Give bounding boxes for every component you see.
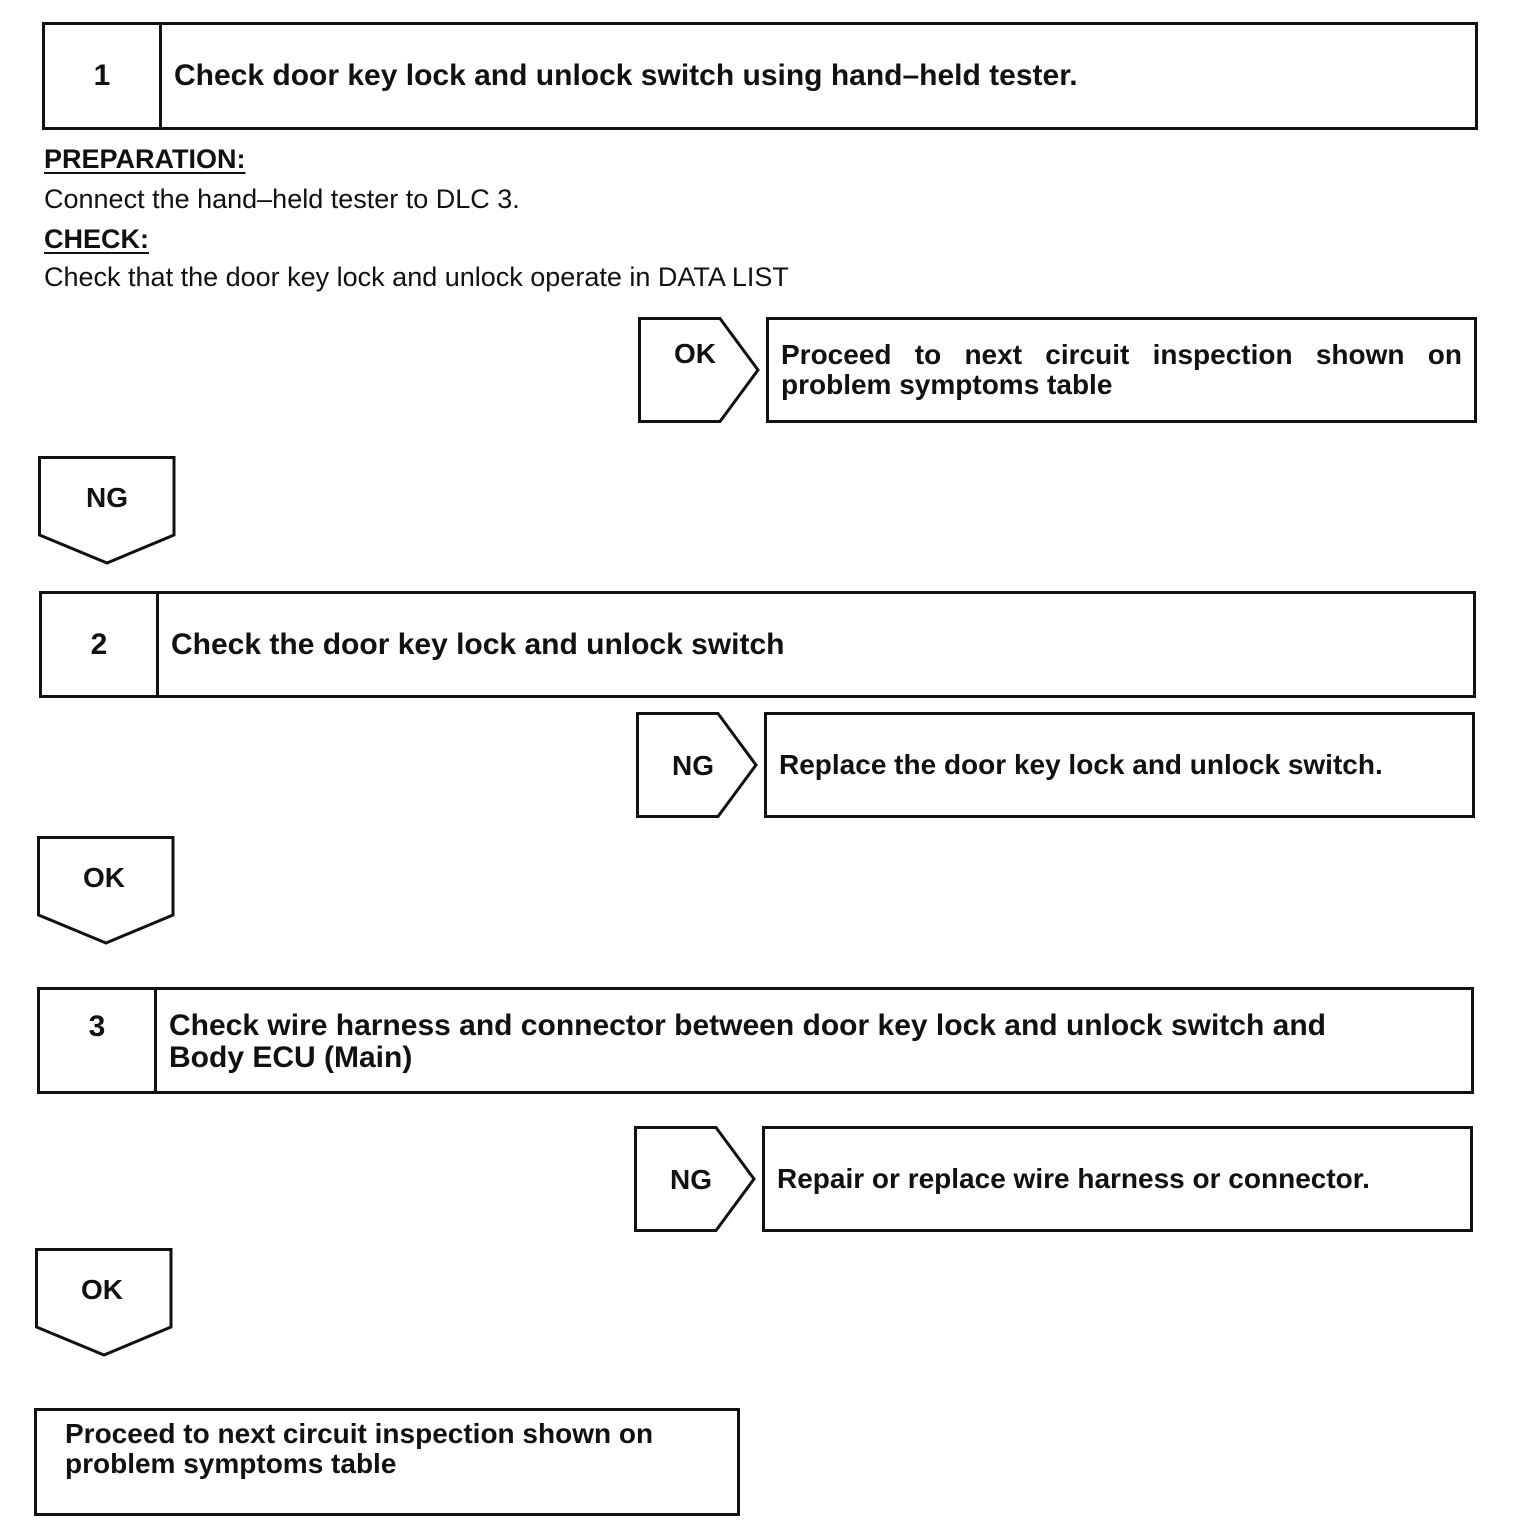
result-text: Replace the door key lock and unlock switch. bbox=[779, 749, 1383, 780]
step-title: Check wire harness and connector between door key lock and unlock switch and Body ECU (Main) bbox=[169, 1009, 1326, 1074]
check-text: Check that the door key lock and unlock operate in DATA LIST bbox=[44, 262, 789, 292]
result-text: Proceed to next circuit inspection shown on problem symptoms table bbox=[781, 339, 1462, 400]
final-result-text: Proceed to next circuit inspection shown on problem symptoms table bbox=[65, 1418, 654, 1479]
step-number: 3 bbox=[40, 990, 157, 1091]
step-number: 1 bbox=[45, 25, 162, 127]
down-arrow-label: NG bbox=[86, 482, 128, 513]
step-title: Check the door key lock and unlock switch bbox=[171, 627, 785, 661]
step-title: Check door key lock and unlock switch using hand–held tester. bbox=[174, 59, 1078, 92]
result-box bbox=[764, 712, 1475, 818]
result-box bbox=[766, 317, 1477, 423]
branch-label: NG bbox=[670, 1164, 712, 1195]
down-arrow-label: OK bbox=[81, 1274, 123, 1305]
branch-label: OK bbox=[674, 338, 716, 369]
final-result-box bbox=[34, 1408, 740, 1516]
result-box bbox=[762, 1126, 1473, 1232]
right-arrow-ok-shape bbox=[638, 317, 762, 423]
check-heading: CHECK: bbox=[44, 224, 149, 254]
preparation-heading: PREPARATION: bbox=[44, 144, 246, 174]
step-1-box bbox=[42, 22, 1478, 130]
step-number: 2 bbox=[42, 594, 159, 695]
result-text: Repair or replace wire harness or connector. bbox=[777, 1163, 1370, 1194]
branch-label: NG bbox=[672, 750, 714, 781]
step-3-box bbox=[37, 987, 1474, 1094]
preparation-text: Connect the hand–held tester to DLC 3. bbox=[44, 184, 520, 214]
down-arrow-label: OK bbox=[83, 862, 125, 893]
step-2-box bbox=[39, 591, 1476, 698]
